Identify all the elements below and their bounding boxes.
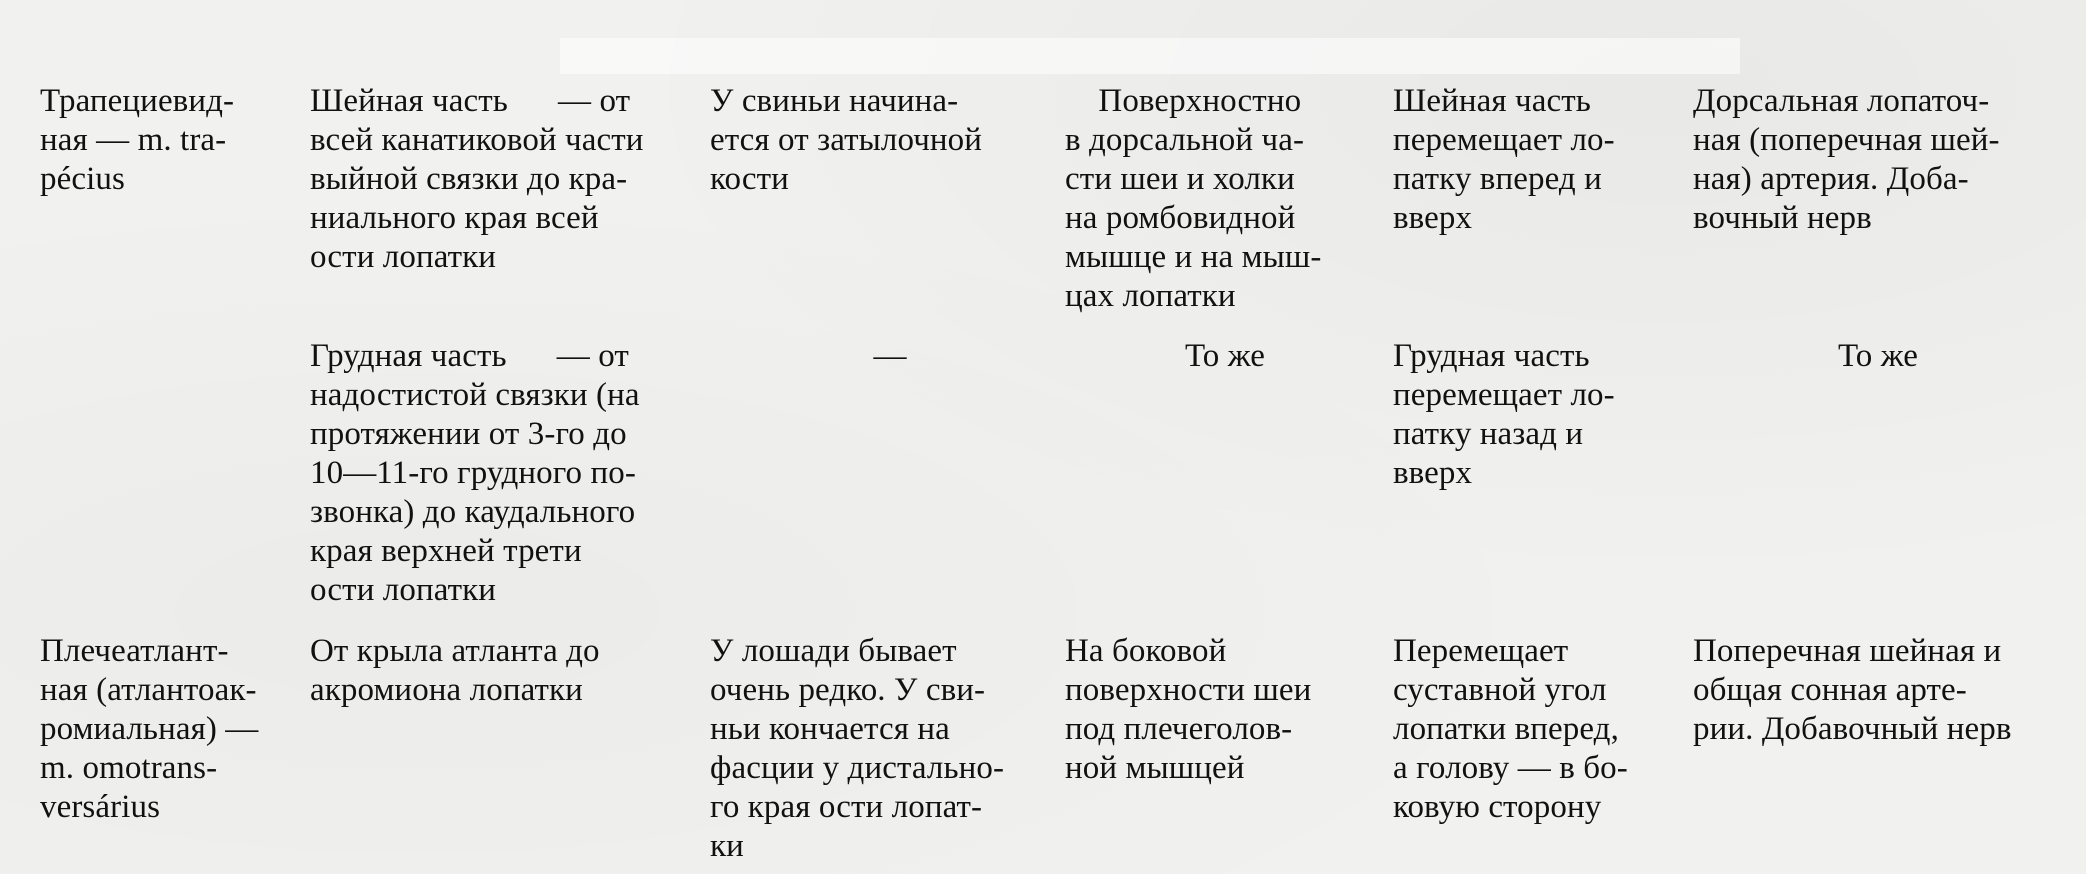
- row1-muscle-cell: Трапециевид- ная — m. tra- pécius: [40, 83, 235, 197]
- row2-supply-cell: То же: [1838, 338, 1918, 374]
- row1-species-notes-cell: У свиньи начина- ется от затылочной кости: [710, 83, 983, 197]
- row1-location-cell: Поверхностно в дорсальной ча- сти шеи и холки на ромбовидной мышце и на мыш- цах лопатки: [1065, 83, 1322, 314]
- row3-supply-cell: Поперечная шейная и общая сонная арте- рии. Добавочный нерв: [1693, 633, 2012, 747]
- row1-function-cell: Шейная часть перемещает ло- патку вперед и вверх: [1393, 83, 1615, 236]
- row1-supply-cell: Дорсальная лопаточ- ная (поперечная шей- ная) артерия. Доба- вочный нерв: [1693, 83, 2000, 236]
- row2-origin-cell: Грудная часть — от надостистой связки (на протяжении от 3-го до 10—11-го грудного по- звонка) до каудального края верхней трети ости лопатки: [310, 338, 640, 608]
- row3-origin-cell: От крыла атланта до акромиона лопатки: [310, 633, 600, 708]
- row2-location-cell: То же: [1185, 338, 1265, 374]
- row2-species-notes-cell: —: [873, 338, 907, 374]
- row3-muscle-cell: Плечеатлант- ная (атлантоак- ромиальная) — m. omotrans- versárius: [40, 633, 259, 825]
- row2-function-cell: Грудная часть перемещает ло- патку назад и вверх: [1393, 338, 1615, 491]
- row3-species-notes-cell: У лошади бывает очень редко. У сви- ньи кончается на фасции у дистально- го края ости лопат- ки: [710, 633, 1005, 864]
- row1-origin-cell: Шейная часть — от всей канатиковой части выйной связки до кра- ниального края всей ости лопатки: [310, 83, 644, 275]
- row3-function-cell: Перемещает суставной угол лопатки вперед, а голову — в бо- ковую сторону: [1393, 633, 1628, 825]
- scan-highlight-strip: [560, 38, 1740, 74]
- row3-location-cell: На боковой поверхности шеи под плечеголов- ной мышцей: [1065, 633, 1312, 786]
